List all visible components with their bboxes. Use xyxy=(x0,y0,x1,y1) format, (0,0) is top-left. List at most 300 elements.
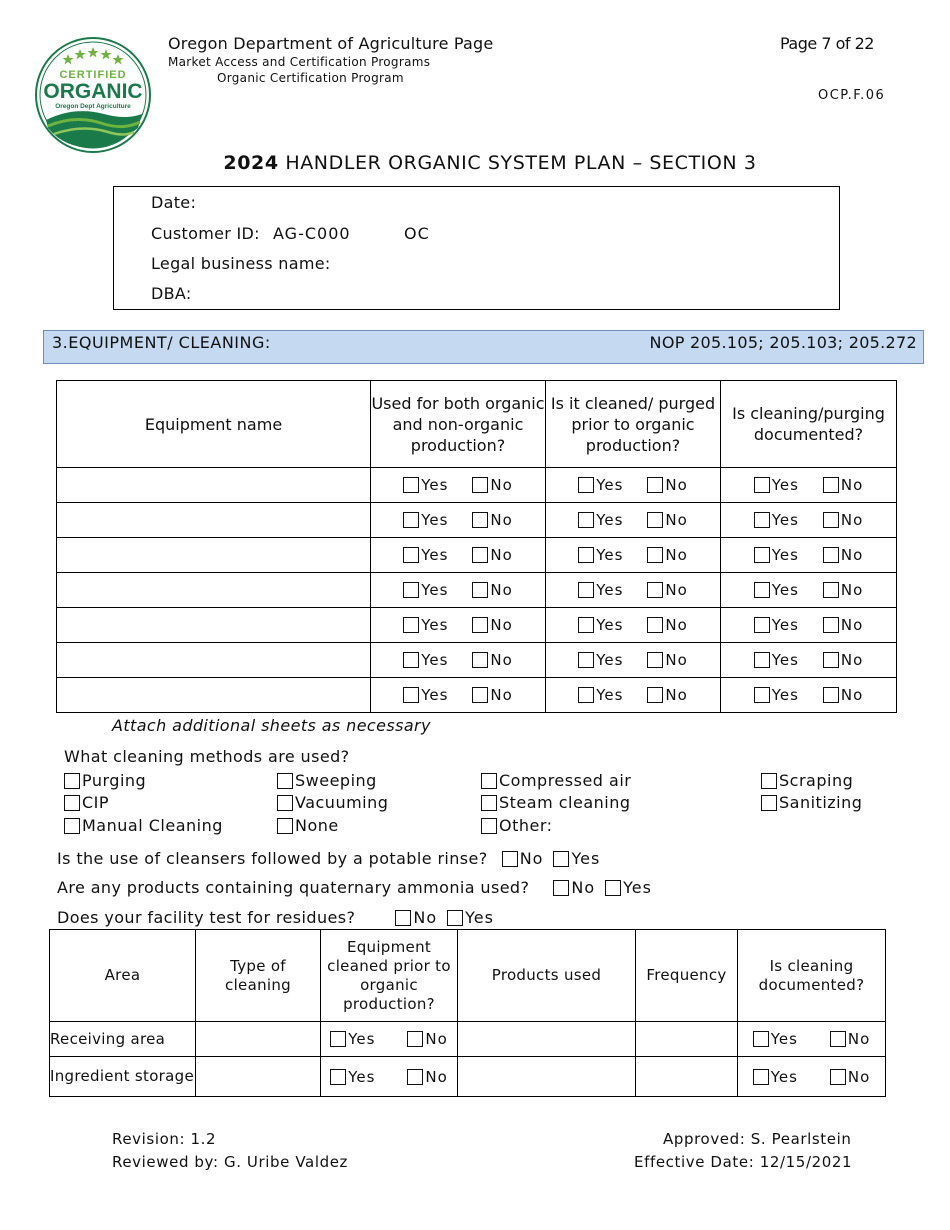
no-label: No xyxy=(665,511,688,529)
applicant-info-box xyxy=(113,186,840,310)
answer-first-option[interactable] xyxy=(502,849,544,868)
yes-checkbox[interactable] xyxy=(578,547,594,563)
no-label: No xyxy=(665,616,688,634)
effective-date: Effective Date: 12/15/2021 xyxy=(634,1153,853,1171)
used-both-yes-no xyxy=(371,651,545,669)
yes-label: Yes xyxy=(771,546,799,564)
method-label: CIP xyxy=(82,793,110,812)
no-checkbox[interactable] xyxy=(407,1031,423,1047)
method-label: Vacuuming xyxy=(295,793,389,812)
yes-option[interactable] xyxy=(578,651,623,669)
question-text: Is the use of cleansers followed by a potable rinse? xyxy=(57,849,488,868)
no-checkbox[interactable] xyxy=(823,652,839,668)
yes-option[interactable] xyxy=(578,476,623,494)
cleaned-prior-cell xyxy=(546,538,721,573)
equipment-row xyxy=(57,538,897,573)
equipment-name-cell[interactable] xyxy=(57,678,371,713)
used-both-cell xyxy=(371,608,546,643)
cleaned-prior-cell xyxy=(546,468,721,503)
method-checkbox[interactable] xyxy=(64,773,80,789)
cleaning-documented-yes-no xyxy=(738,1030,885,1048)
no-option[interactable] xyxy=(472,651,512,669)
yes-label: Yes xyxy=(421,546,449,564)
products-used-cell[interactable] xyxy=(458,1057,636,1097)
yes-checkbox[interactable] xyxy=(754,652,770,668)
equipment-name-cell[interactable] xyxy=(57,643,371,678)
cleaned-prior-yes-no xyxy=(546,651,720,669)
method-option[interactable] xyxy=(481,816,553,835)
attach-note: Attach additional sheets as necessary xyxy=(112,716,431,735)
answer-second-label: Yes xyxy=(623,878,652,897)
yes-label: Yes xyxy=(596,511,624,529)
no-option[interactable] xyxy=(472,476,512,494)
type-of-cleaning-cell[interactable] xyxy=(196,1057,321,1097)
no-option[interactable] xyxy=(472,511,512,529)
no-option[interactable] xyxy=(823,476,863,494)
question-text: Are any products containing quaternary ammonia used? xyxy=(57,878,530,897)
yes-option[interactable] xyxy=(578,511,623,529)
yes-checkbox[interactable] xyxy=(754,582,770,598)
answer-second-checkbox[interactable] xyxy=(605,880,621,896)
type-of-cleaning-cell[interactable] xyxy=(196,1022,321,1057)
method-checkbox[interactable] xyxy=(64,795,80,811)
answer-second-option[interactable] xyxy=(447,908,494,927)
no-option[interactable] xyxy=(830,1068,870,1086)
yes-checkbox[interactable] xyxy=(754,512,770,528)
documented-cell xyxy=(721,503,897,538)
method-option[interactable] xyxy=(277,816,339,835)
no-option[interactable] xyxy=(472,616,512,634)
header-cleaning-documented: Is cleaning documented? xyxy=(738,930,886,1022)
answer-second-checkbox[interactable] xyxy=(447,910,463,926)
yes-checkbox[interactable] xyxy=(578,687,594,703)
yes-option[interactable] xyxy=(403,581,448,599)
equipment-row xyxy=(57,678,897,713)
yes-label: Yes xyxy=(771,686,799,704)
yes-checkbox[interactable] xyxy=(330,1069,346,1085)
equipment-cleaned-cell xyxy=(321,1022,458,1057)
method-label: Manual Cleaning xyxy=(82,816,223,835)
method-option[interactable] xyxy=(481,793,631,812)
no-label: No xyxy=(490,476,513,494)
no-label: No xyxy=(847,1067,871,1086)
area-row xyxy=(50,1057,886,1097)
method-label: Scraping xyxy=(779,771,854,790)
header-equipment-cleaned-prior: Equipment cleaned prior to organic production? xyxy=(321,930,458,1022)
answer-second-option[interactable] xyxy=(605,878,652,897)
no-checkbox[interactable] xyxy=(823,582,839,598)
used-both-yes-no xyxy=(371,546,545,564)
equipment-row xyxy=(57,468,897,503)
answer-first-checkbox[interactable] xyxy=(502,851,518,867)
yes-option[interactable] xyxy=(754,476,799,494)
yes-option[interactable] xyxy=(578,616,623,634)
yes-option[interactable] xyxy=(403,511,448,529)
no-checkbox[interactable] xyxy=(647,512,663,528)
no-checkbox[interactable] xyxy=(823,617,839,633)
yes-checkbox[interactable] xyxy=(403,512,419,528)
yes-checkbox[interactable] xyxy=(578,617,594,633)
documented-yes-no xyxy=(721,511,896,529)
equipment-table-body xyxy=(57,468,897,713)
yes-checkbox[interactable] xyxy=(403,652,419,668)
yes-option[interactable] xyxy=(578,686,623,704)
documented-cell xyxy=(721,643,897,678)
method-label: Other: xyxy=(499,816,553,835)
products-used-cell[interactable] xyxy=(458,1022,636,1057)
equipment-row xyxy=(57,608,897,643)
document-title xyxy=(0,152,950,174)
yes-label: Yes xyxy=(421,581,449,599)
yes-checkbox[interactable] xyxy=(403,687,419,703)
no-label: No xyxy=(665,476,688,494)
method-option[interactable] xyxy=(277,793,388,812)
equipment-name-cell[interactable] xyxy=(57,468,371,503)
yes-option[interactable] xyxy=(330,1068,375,1086)
question-text: Does your facility test for residues? xyxy=(57,908,356,927)
no-checkbox[interactable] xyxy=(823,512,839,528)
method-option[interactable] xyxy=(761,771,853,790)
no-checkbox[interactable] xyxy=(472,512,488,528)
yes-checkbox[interactable] xyxy=(578,582,594,598)
documented-yes-no xyxy=(721,651,896,669)
no-checkbox[interactable] xyxy=(647,547,663,563)
equipment-name-cell[interactable] xyxy=(57,538,371,573)
yes-option[interactable] xyxy=(403,651,448,669)
yes-option[interactable] xyxy=(578,581,623,599)
method-checkbox[interactable] xyxy=(277,773,293,789)
yes-label: Yes xyxy=(348,1030,376,1048)
yes-label: Yes xyxy=(596,651,624,669)
yes-checkbox[interactable] xyxy=(754,687,770,703)
no-option[interactable] xyxy=(472,546,512,564)
no-option[interactable] xyxy=(823,511,863,529)
no-label: No xyxy=(665,581,688,599)
used-both-yes-no xyxy=(371,581,545,599)
no-checkbox[interactable] xyxy=(647,477,663,493)
cleaned-prior-cell xyxy=(546,643,721,678)
method-option[interactable] xyxy=(481,771,631,790)
customer-id-label[interactable]: Customer ID: xyxy=(151,224,260,243)
yes-checkbox[interactable] xyxy=(578,652,594,668)
yes-checkbox[interactable] xyxy=(403,582,419,598)
yes-checkbox[interactable] xyxy=(330,1031,346,1047)
yes-option[interactable] xyxy=(753,1030,798,1048)
cleaned-prior-yes-no xyxy=(546,581,720,599)
no-label: No xyxy=(425,1067,448,1086)
yes-checkbox[interactable] xyxy=(578,477,594,493)
header-frequency: Frequency xyxy=(636,930,738,1022)
svg-text:CERTIFIED: CERTIFIED xyxy=(59,69,127,81)
section-banner xyxy=(43,330,924,364)
cleaning-methods-question: What cleaning methods are used? xyxy=(64,747,350,766)
header-documented: Is cleaning/purging documented? xyxy=(721,381,897,468)
date-label[interactable]: Date: xyxy=(151,193,197,212)
method-option[interactable] xyxy=(64,816,223,835)
cleaned-prior-yes-no xyxy=(546,686,720,704)
equipment-table xyxy=(56,380,897,713)
yes-label: Yes xyxy=(421,476,449,494)
frequency-cell[interactable] xyxy=(636,1022,738,1057)
equipment-name-cell[interactable] xyxy=(57,573,371,608)
yes-option[interactable] xyxy=(403,686,448,704)
no-option[interactable] xyxy=(647,546,687,564)
svg-text:ORGANIC: ORGANIC xyxy=(43,80,143,103)
yes-checkbox[interactable] xyxy=(754,477,770,493)
answer-second-checkbox[interactable] xyxy=(553,851,569,867)
program-line-1: Market Access and Certification Programs xyxy=(168,55,431,69)
no-option[interactable] xyxy=(823,546,863,564)
documented-yes-no xyxy=(721,616,896,634)
question-row xyxy=(57,849,600,868)
header-used-both: Used for both organic and non-organic production? xyxy=(371,381,546,468)
revision: Revision: 1.2 xyxy=(112,1130,217,1148)
yes-label: Yes xyxy=(596,546,624,564)
yes-option[interactable] xyxy=(754,686,799,704)
yes-option[interactable] xyxy=(754,651,799,669)
documented-cell xyxy=(721,678,897,713)
yes-label: Yes xyxy=(348,1067,376,1086)
no-label: No xyxy=(840,651,864,669)
form-code: OCP.F.06 xyxy=(818,88,886,103)
yes-option[interactable] xyxy=(403,546,448,564)
no-label: No xyxy=(490,511,513,529)
used-both-cell xyxy=(371,573,546,608)
no-label: No xyxy=(847,1030,871,1048)
no-checkbox[interactable] xyxy=(472,687,488,703)
no-label: No xyxy=(490,581,513,599)
cleaned-prior-cell xyxy=(546,608,721,643)
cleaning-documented-yes-no xyxy=(738,1068,885,1086)
no-label: No xyxy=(840,616,864,634)
dba-label[interactable]: DBA: xyxy=(151,284,192,303)
question-row xyxy=(57,878,652,897)
no-option[interactable] xyxy=(823,686,863,704)
method-checkbox[interactable] xyxy=(481,773,497,789)
customer-id-prefix: AG-C000 xyxy=(273,224,351,243)
cleaned-prior-yes-no xyxy=(546,511,720,529)
no-checkbox[interactable] xyxy=(472,617,488,633)
yes-option[interactable] xyxy=(403,476,448,494)
equipment-row xyxy=(57,573,897,608)
question-row xyxy=(57,908,494,927)
equipment-cleaned-yes-no xyxy=(321,1068,457,1086)
no-option[interactable] xyxy=(823,616,863,634)
no-checkbox[interactable] xyxy=(472,652,488,668)
method-option[interactable] xyxy=(761,793,862,812)
header-products-used: Products used xyxy=(458,930,636,1022)
yes-checkbox[interactable] xyxy=(754,547,770,563)
answer-first-label: No xyxy=(519,849,544,868)
method-checkbox[interactable] xyxy=(761,773,777,789)
used-both-cell xyxy=(371,503,546,538)
no-option[interactable] xyxy=(823,581,863,599)
equipment-row xyxy=(57,503,897,538)
approved-by: Approved: S. Pearlstein xyxy=(663,1130,852,1148)
yes-label: Yes xyxy=(771,511,799,529)
section-title: 3.EQUIPMENT/ CLEANING: xyxy=(52,333,271,352)
method-checkbox[interactable] xyxy=(277,795,293,811)
cleaned-prior-yes-no xyxy=(546,476,720,494)
method-checkbox[interactable] xyxy=(481,795,497,811)
no-label: No xyxy=(490,616,513,634)
cleaned-prior-cell xyxy=(546,678,721,713)
documented-yes-no xyxy=(721,546,896,564)
yes-option[interactable] xyxy=(754,616,799,634)
used-both-cell xyxy=(371,678,546,713)
no-label: No xyxy=(490,546,513,564)
header-cleaned-prior: Is it cleaned/ purged prior to organic production? xyxy=(546,381,721,468)
no-checkbox[interactable] xyxy=(830,1069,846,1085)
department-name: Oregon Department of Agriculture Page xyxy=(168,34,494,53)
yes-label: Yes xyxy=(770,1067,798,1086)
method-option[interactable] xyxy=(64,771,146,790)
used-both-cell xyxy=(371,538,546,573)
frequency-cell[interactable] xyxy=(636,1057,738,1097)
no-label: No xyxy=(425,1030,448,1048)
documented-cell xyxy=(721,573,897,608)
documented-cell xyxy=(721,538,897,573)
no-label: No xyxy=(490,651,513,669)
equipment-cleaned-yes-no xyxy=(321,1030,457,1048)
no-label: No xyxy=(665,686,688,704)
customer-id-suffix: OC xyxy=(404,224,430,243)
no-label: No xyxy=(840,476,864,494)
method-checkbox[interactable] xyxy=(761,795,777,811)
yes-checkbox[interactable] xyxy=(403,547,419,563)
cleaning-documented-cell xyxy=(738,1022,886,1057)
legal-name-label[interactable]: Legal business name: xyxy=(151,254,331,273)
yes-option[interactable] xyxy=(754,546,799,564)
yes-label: Yes xyxy=(770,1030,798,1048)
no-option[interactable] xyxy=(830,1030,870,1048)
no-label: No xyxy=(840,546,864,564)
answer-first-checkbox[interactable] xyxy=(553,880,569,896)
no-checkbox[interactable] xyxy=(823,687,839,703)
yes-checkbox[interactable] xyxy=(753,1031,769,1047)
yes-option[interactable] xyxy=(403,616,448,634)
documented-yes-no xyxy=(721,686,896,704)
method-checkbox[interactable] xyxy=(64,818,80,834)
answer-second-option[interactable] xyxy=(553,849,600,868)
cleaned-prior-yes-no xyxy=(546,616,720,634)
page-number: Page 7 of 22 xyxy=(780,34,874,53)
yes-checkbox[interactable] xyxy=(403,617,419,633)
no-option[interactable] xyxy=(407,1030,447,1048)
no-checkbox[interactable] xyxy=(472,547,488,563)
no-option[interactable] xyxy=(472,686,512,704)
yes-label: Yes xyxy=(596,581,624,599)
answer-first-option[interactable] xyxy=(395,908,437,927)
no-checkbox[interactable] xyxy=(823,477,839,493)
yes-label: Yes xyxy=(596,476,624,494)
method-label: Purging xyxy=(82,771,147,790)
used-both-yes-no xyxy=(371,511,545,529)
no-checkbox[interactable] xyxy=(647,582,663,598)
no-option[interactable] xyxy=(647,686,687,704)
used-both-yes-no xyxy=(371,476,545,494)
no-option[interactable] xyxy=(647,651,687,669)
area-cell: Ingredient storage xyxy=(50,1057,196,1097)
no-label: No xyxy=(840,686,864,704)
no-checkbox[interactable] xyxy=(472,582,488,598)
yes-option[interactable] xyxy=(754,511,799,529)
documented-cell xyxy=(721,608,897,643)
title-text: HANDLER ORGANIC SYSTEM PLAN – SECTION 3 xyxy=(278,152,757,174)
yes-label: Yes xyxy=(771,651,799,669)
no-label: No xyxy=(665,546,688,564)
method-checkbox[interactable] xyxy=(481,818,497,834)
yes-label: Yes xyxy=(596,616,624,634)
method-option[interactable] xyxy=(64,793,109,812)
yes-option[interactable] xyxy=(330,1030,375,1048)
yes-label: Yes xyxy=(596,686,624,704)
yes-option[interactable] xyxy=(753,1068,798,1086)
yes-checkbox[interactable] xyxy=(754,617,770,633)
no-label: No xyxy=(840,511,864,529)
no-checkbox[interactable] xyxy=(647,687,663,703)
section-reference: NOP 205.105; 205.103; 205.272 xyxy=(649,333,917,352)
no-option[interactable] xyxy=(823,651,863,669)
equipment-name-cell[interactable] xyxy=(57,503,371,538)
no-checkbox[interactable] xyxy=(830,1031,846,1047)
no-option[interactable] xyxy=(407,1068,447,1086)
no-checkbox[interactable] xyxy=(647,617,663,633)
answer-second-label: Yes xyxy=(465,908,494,927)
answer-second-label: Yes xyxy=(571,849,601,868)
method-label: Compressed air xyxy=(499,771,632,790)
no-option[interactable] xyxy=(472,581,512,599)
yes-label: Yes xyxy=(421,651,449,669)
no-option[interactable] xyxy=(647,476,687,494)
cleaned-prior-cell xyxy=(546,573,721,608)
method-checkbox[interactable] xyxy=(277,818,293,834)
yes-label: Yes xyxy=(421,616,449,634)
cleaning-documented-cell xyxy=(738,1057,886,1097)
no-option[interactable] xyxy=(647,616,687,634)
svg-text:Oregon Dept Agriculture: Oregon Dept Agriculture xyxy=(55,103,131,110)
equipment-name-cell[interactable] xyxy=(57,608,371,643)
no-option[interactable] xyxy=(647,581,687,599)
cleaned-prior-yes-no xyxy=(546,546,720,564)
no-checkbox[interactable] xyxy=(647,652,663,668)
no-checkbox[interactable] xyxy=(407,1069,423,1085)
yes-label: Yes xyxy=(771,616,799,634)
yes-checkbox[interactable] xyxy=(753,1069,769,1085)
method-label: Steam cleaning xyxy=(499,793,631,812)
no-label: No xyxy=(490,686,513,704)
no-option[interactable] xyxy=(647,511,687,529)
answer-first-option[interactable] xyxy=(553,878,595,897)
documented-yes-no xyxy=(721,476,896,494)
yes-checkbox[interactable] xyxy=(578,512,594,528)
yes-option[interactable] xyxy=(578,546,623,564)
yes-option[interactable] xyxy=(754,581,799,599)
no-checkbox[interactable] xyxy=(823,547,839,563)
answer-first-checkbox[interactable] xyxy=(395,910,411,926)
no-checkbox[interactable] xyxy=(472,477,488,493)
program-line-2: Organic Certification Program xyxy=(217,71,404,85)
method-option[interactable] xyxy=(277,771,377,790)
method-label: Sanitizing xyxy=(779,793,863,812)
area-cleaning-table xyxy=(49,929,886,1097)
method-label: None xyxy=(295,816,339,835)
equipment-row xyxy=(57,643,897,678)
yes-checkbox[interactable] xyxy=(403,477,419,493)
documented-cell xyxy=(721,468,897,503)
documented-yes-no xyxy=(721,581,896,599)
area-table-body xyxy=(50,1022,886,1097)
